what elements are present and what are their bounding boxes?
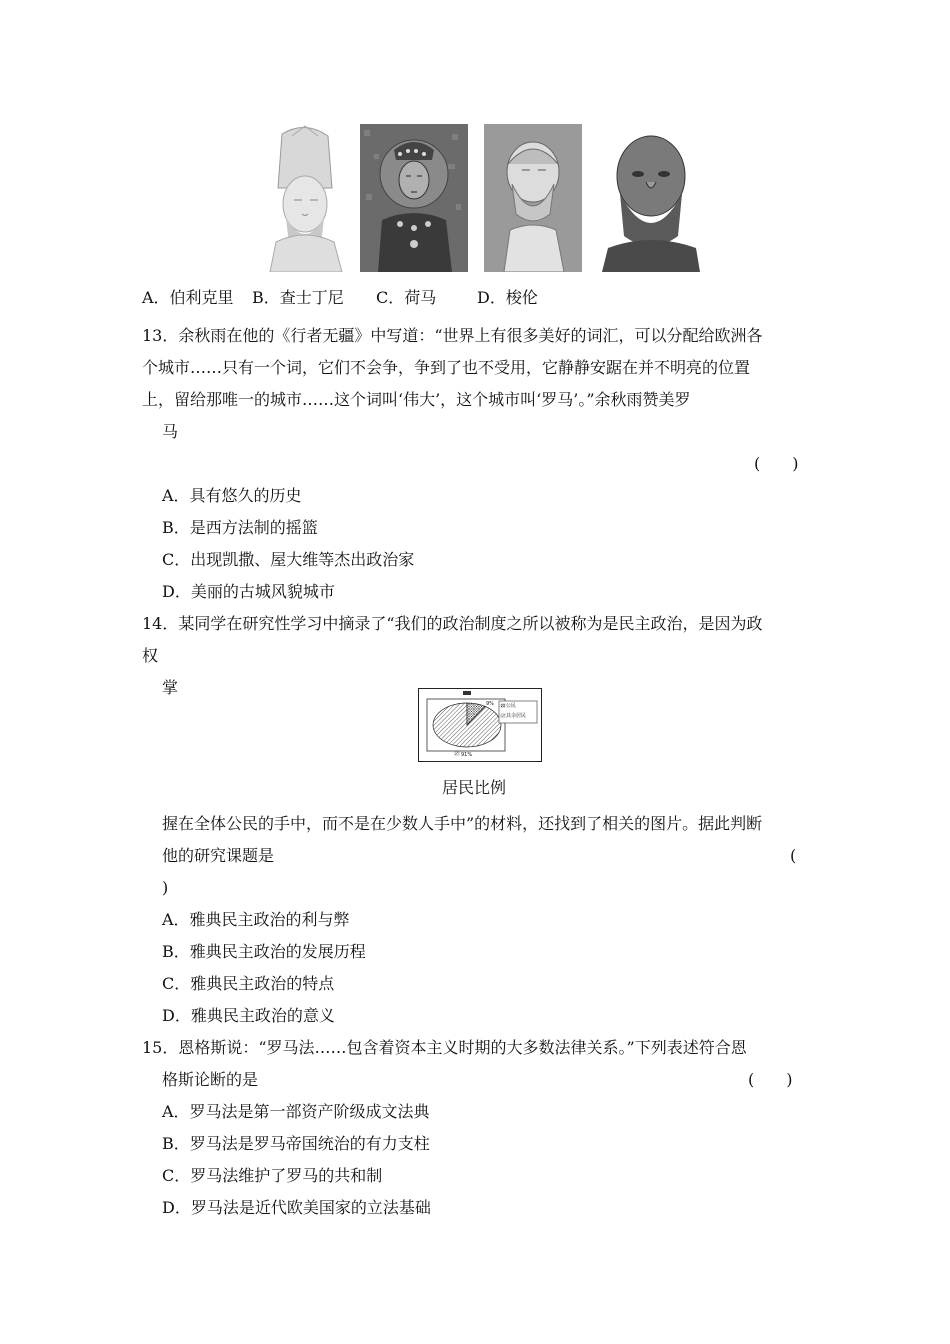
q13-stem-line-4: 马 (162, 422, 179, 441)
q14-stem-line-5: 他的研究课题是 (162, 846, 275, 865)
q14-option-b: B．雅典民主政治的发展历程 (162, 942, 366, 961)
q13-option-b: B．是西方法制的摇篮 (162, 518, 318, 537)
slice-label-other: 91% (461, 752, 473, 758)
q13-stem-line-1: 13．余秋雨在他的《行者无疆》中写道：“世界上有很多美好的词汇，可以分配给欧洲各 (142, 326, 763, 345)
legend-swatch-other (501, 714, 505, 717)
q14-stem-line-2: 权 (142, 646, 159, 665)
homer-bust-image (484, 124, 582, 272)
legend-label-other: 其余居民 (506, 713, 527, 719)
q13-option-a: A．具有悠久的历史 (162, 486, 302, 505)
slice-label-citizen: 9% (486, 701, 494, 707)
justinian-mosaic-image (360, 124, 468, 272)
q14-bracket-open: ( (790, 846, 797, 865)
q13-option-c: C．出现凯撒、屋大维等杰出政治家 (162, 550, 415, 569)
q14-option-c: C．雅典民主政治的特点 (162, 974, 335, 993)
q15-stem-line-1: 15．恩格斯说：“罗马法……包含着资本主义时期的大多数法律关系。”下列表述符合恩 (142, 1038, 747, 1057)
option-a-pericles: A．伯利克里 (142, 288, 234, 307)
q15-option-a: A．罗马法是第一部资产阶级成文法典 (162, 1102, 430, 1121)
option-b-justinian: B．查士丁尼 (252, 288, 344, 307)
chart-title-marker (463, 691, 471, 695)
q14-stem-line-4: 握在全体公民的手中，而不是在少数人手中”的材料，还找到了相关的图片。据此判断 (162, 814, 763, 833)
q13-answer-bracket: ( ) (754, 454, 799, 473)
option-d-solon: D．梭伦 (477, 288, 538, 307)
q15-option-c: C．罗马法维护了罗马的共和制 (162, 1166, 383, 1185)
q13-option-d: D．美丽的古城风貌城市 (162, 582, 335, 601)
option-c-homer: C．荷马 (376, 288, 437, 307)
q14-stem-line-1: 14．某同学在研究性学习中摘录了“我们的政治制度之所以被称为是民主政治，是因为政 (142, 614, 763, 633)
bottom-label-swatch (455, 752, 459, 755)
q13-stem-line-2: 个城市……只有一个词，它们不会争，争到了也不受用，它静静安踞在并不明亮的位置 (142, 358, 751, 377)
citizen-ratio-pie-chart (418, 688, 542, 762)
pericles-bust-image (262, 124, 348, 272)
q14-stem-line-3: 掌 (162, 678, 179, 697)
pie-slice-other (433, 703, 501, 747)
q15-option-d: D．罗马法是近代欧美国家的立法基础 (162, 1198, 431, 1217)
legend-label-citizen: 公民 (506, 703, 517, 709)
q14-bracket-close: ) (162, 878, 169, 897)
socrates-bust-image (598, 124, 704, 272)
q15-option-b: B．罗马法是罗马帝国统治的有力支柱 (162, 1134, 430, 1153)
q14-option-d: D．雅典民主政治的意义 (162, 1006, 335, 1025)
q15-answer-bracket: ( ) (748, 1070, 793, 1089)
legend-swatch-citizen (501, 704, 505, 707)
q15-stem-line-2: 格斯论断的是 (162, 1070, 259, 1089)
figure-caption: 居民比例 (442, 778, 507, 797)
q13-stem-line-3: 上，留给那唯一的城市……这个词叫‘伟大’，这个城市叫‘罗马’。”余秋雨赞美罗 (142, 390, 691, 409)
pie-chart-svg (419, 689, 540, 760)
q14-option-a: A．雅典民主政治的利与弊 (162, 910, 350, 929)
